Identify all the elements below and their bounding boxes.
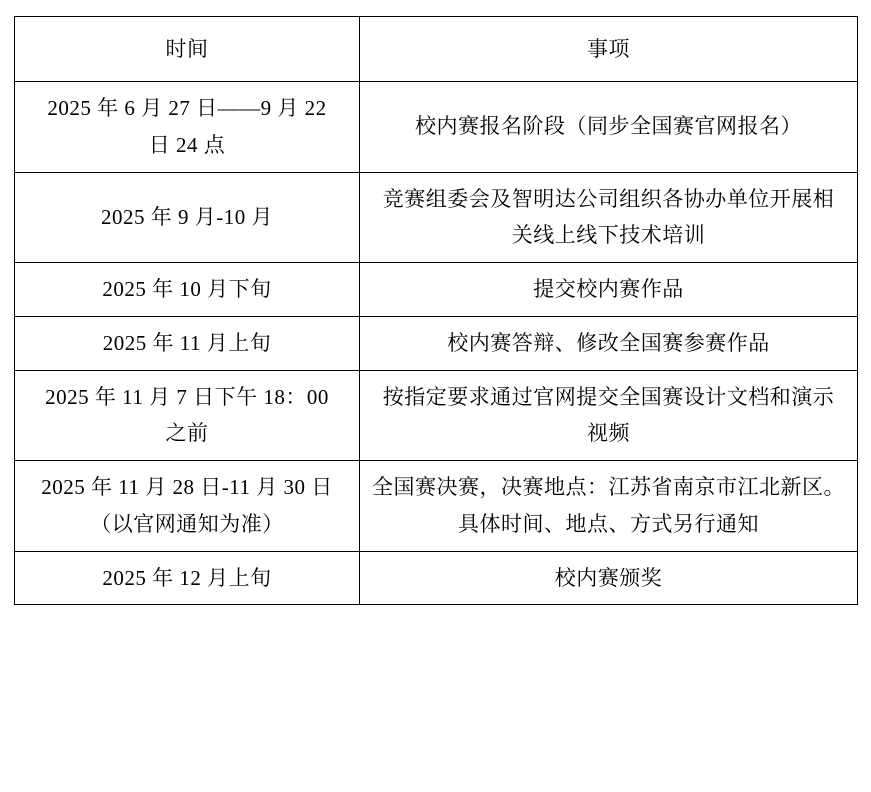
cell-time (15, 263, 360, 317)
table-row (15, 551, 858, 605)
cell-time (15, 316, 360, 370)
cell-time-line: 2025 年 11 月 7 日下午 18：00 (45, 384, 329, 409)
cell-item (360, 82, 858, 173)
table-row (15, 263, 858, 317)
column-header-time: 时间 (15, 17, 360, 82)
cell-time-line: 2025 年 9 月-10 月 (101, 204, 273, 229)
cell-item (360, 461, 858, 552)
table-row (15, 461, 858, 552)
table-header-row (15, 17, 858, 82)
cell-time-line: 日 24 点 (148, 132, 226, 157)
cell-item-line: 全国赛决赛，决赛地点：江苏省南京市江北新区。 (372, 475, 845, 499)
table-row (15, 370, 858, 461)
cell-item-line: 校内赛颁奖 (554, 565, 663, 590)
cell-item-line: 竞赛组委会及智明达公司组织各协办单位开展相 (382, 186, 835, 211)
cell-time-line: 之前 (165, 421, 209, 446)
cell-item-line: 视频 (587, 421, 630, 446)
cell-item (360, 316, 858, 370)
schedule-table (14, 16, 858, 605)
cell-item-line: 关线上线下技术培训 (511, 223, 706, 248)
cell-item-line: 按指定要求通过官网提交全国赛设计文档和演示 (382, 384, 835, 409)
cell-item (360, 551, 858, 605)
cell-time-line: 2025 年 6 月 27 日——9 月 22 (47, 96, 327, 120)
cell-item (360, 263, 858, 317)
cell-time-line: 2025 年 10 月下旬 (102, 277, 272, 301)
cell-item-line: 提交校内赛作品 (533, 277, 684, 301)
cell-item-line: 校内赛报名阶段（同步全国赛官网报名） (415, 114, 802, 139)
cell-time-line: 2025 年 11 月上旬 (102, 330, 272, 355)
table-row (15, 316, 858, 370)
cell-item-line: 校内赛答辩、修改全国赛参赛作品 (447, 330, 770, 355)
cell-time (15, 172, 360, 263)
cell-time-line: 2025 年 11 月 28 日-11 月 30 日 (41, 475, 333, 499)
cell-time (15, 370, 360, 461)
column-header-item: 事项 (360, 17, 858, 82)
table-body (15, 82, 858, 605)
cell-time (15, 461, 360, 552)
cell-item (360, 172, 858, 263)
cell-time (15, 551, 360, 605)
cell-time-line: （以官网通知为准） (90, 511, 284, 536)
table-header (15, 17, 858, 82)
cell-time (15, 82, 360, 173)
cell-time-line: 2025 年 12 月上旬 (102, 565, 272, 590)
cell-item (360, 370, 858, 461)
table-row (15, 82, 858, 173)
table-row (15, 172, 858, 263)
cell-item-line: 具体时间、地点、方式另行通知 (458, 511, 759, 536)
